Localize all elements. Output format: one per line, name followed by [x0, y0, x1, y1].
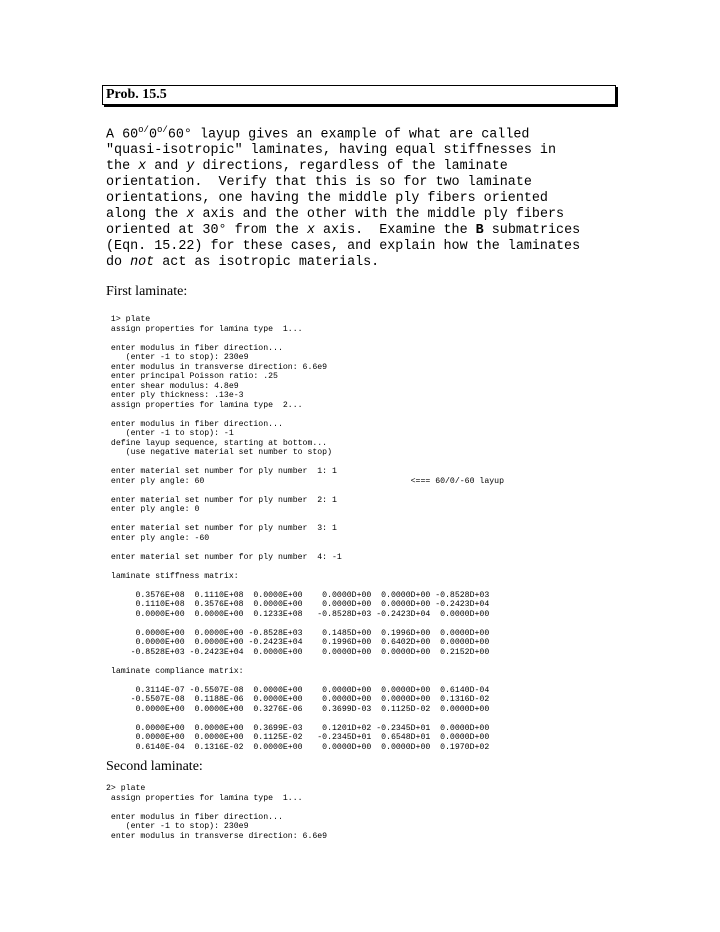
first-laminate-heading: First laminate:	[106, 284, 188, 299]
problem-title: Prob. 15.5	[102, 85, 616, 105]
problem-statement: A $60^{o/}0^{o/}60^\circ$ layup gives an example of what are called "quasi-isotropic" laminates, having equal stiffnesses in the x and y directions, regardless of the laminate orientation. Verify that this is so for two laminate orientations, one having the middle ply fibers oriented along the x axis and the other with the middle ply fibers oriented at 30° from the x axis. Examine the B submatrices (Eqn. 15.22) for these cases, and explain how the laminates do not act as isotropic materials.	[106, 125, 581, 271]
second-laminate-output: 2> plate assign properties for lamina type 1... enter modulus in fiber direction... (enter -1 to stop): 230e9 enter modulus in transverse direction: 6.6e9	[106, 784, 328, 841]
second-laminate-heading: Second laminate:	[106, 759, 203, 774]
first-laminate-output: 1> plate assign properties for lamina type 1... enter modulus in fiber direction... (enter -1 to stop): 230e9 enter modulus in transverse direction: 6.6e9 enter principal Poisson ratio: .25 enter shear modulus: 4.8e9 enter ply thickness: .13e-3 assign properties for lamina type 2... enter modulus in fiber direction... (enter -1 to stop): -1 define layup sequence, starting at bottom... (use negative material set number to stop) enter material set number for ply number 1: 1 enter ply angle: 60 <=== 60/0/-60 layup enter material set number for ply number 2: 1 enter ply angle: 0 enter material set number for ply number 3: 1 enter ply angle: -60 enter material set number for ply number 4: -1 laminate stiffness matrix: 0.3576E+08 0.1110E+08 0.0000E+00 0.0000D+00 0.0000D+00 -0.8528D+03 0.1110E+08 0.3576E+08 0.0000E+00 0.0000D+00 0.0000D+00 -0.2423D+04 0.0000E+00 0.0000E+00 0.1233E+08 -0.8528D+03 -0.2423D+04 0.0000D+00 0.0000E+00 0.0000E+00 -0.8528E+03 0.1485D+00 0.1996D+00 0.0000D+00 0.0000E+00 0.0000E+00 -0.2423E+04 0.1996D+00 0.6402D+00 0.0000D+00 -0.8528E+03 -0.2423E+04 0.0000E+00 0.0000D+00 0.0000D+00 0.2152D+00 laminate compliance matrix: 0.3114E-07 -0.5507E-08 0.0000E+00 0.0000D+00 0.0000D+00 0.6140D-04 -0.5507E-08 0.1188E-06 0.0000E+00 0.0000D+00 0.0000D+00 0.1316D-02 0.0000E+00 0.0000E+00 0.3276E-06 0.3699D-03 0.1125D-02 0.0000D+00 0.0000E+00 0.0000E+00 0.3699E-03 0.1201D+02 -0.2345D+01 0.0000D+00 0.0000E+00 0.0000E+00 0.1125E-02 -0.2345D+01 0.6548D+01 0.0000D+00 0.6140E-04 0.1316E-02 0.0000E+00 0.0000D+00 0.0000D+00 0.1970D+02	[110, 315, 504, 752]
